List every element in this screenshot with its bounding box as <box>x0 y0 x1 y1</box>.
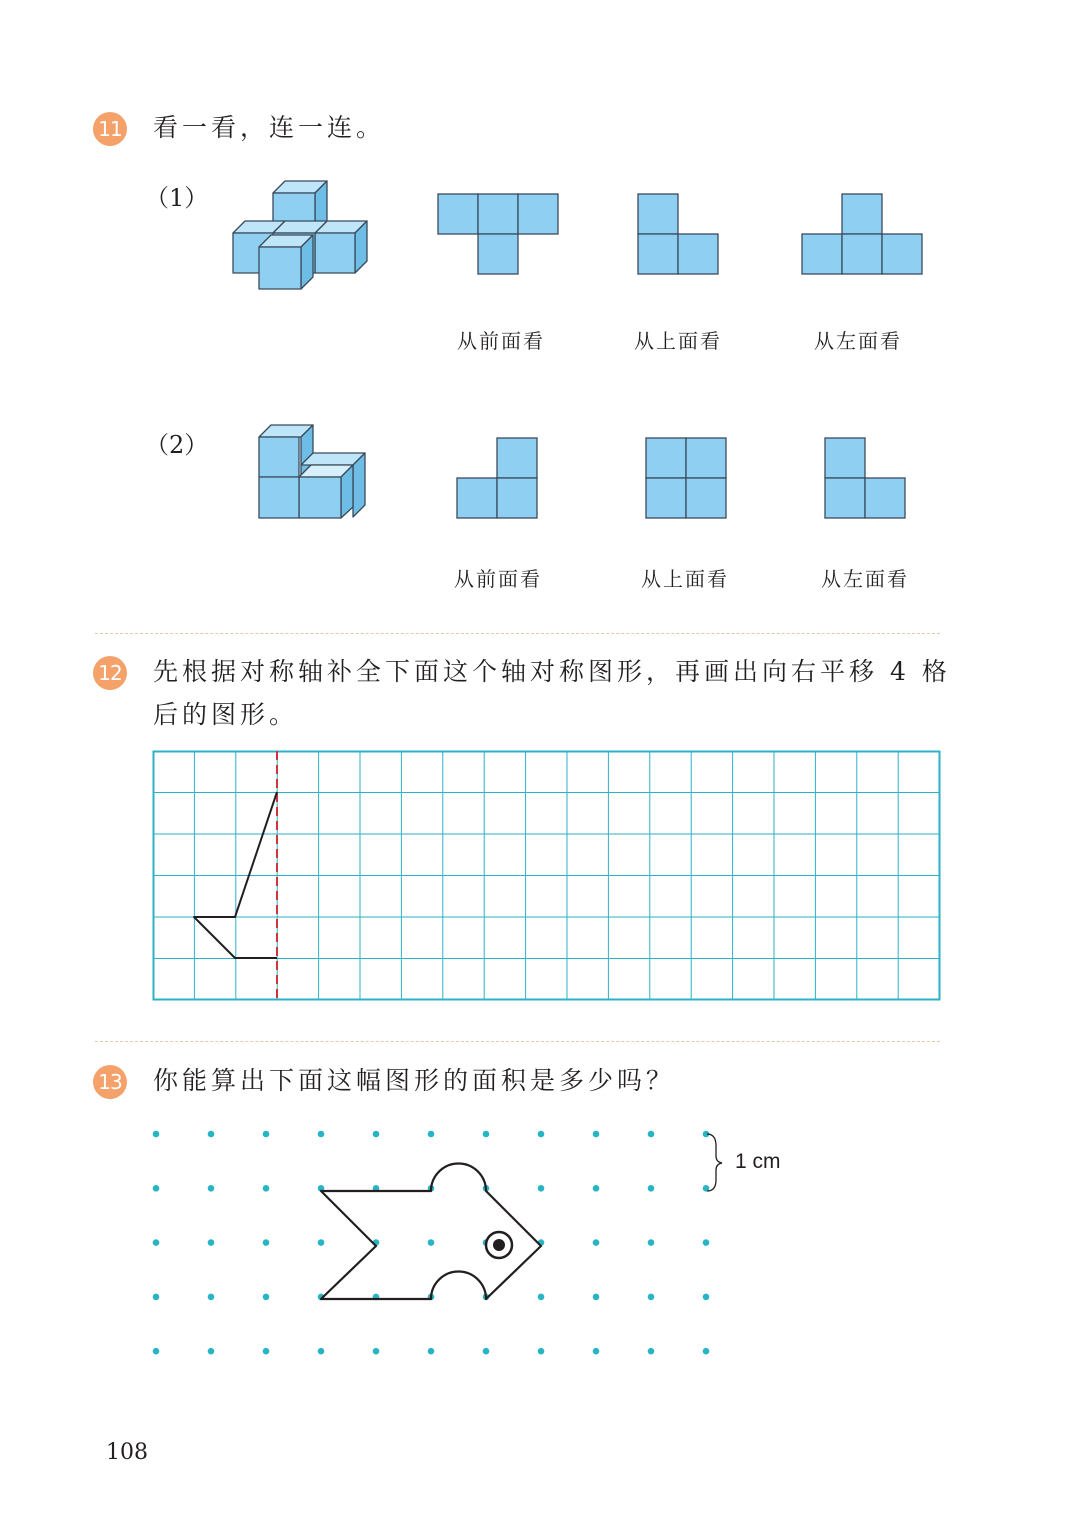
grid-dot <box>428 1131 435 1138</box>
grid-dot <box>483 1348 490 1355</box>
question-11-prompt: 看一看，连一连。 <box>153 113 386 142</box>
grid-dot <box>428 1239 435 1246</box>
grid-dot <box>263 1294 270 1301</box>
area-figure <box>321 1164 541 1300</box>
grid-dot <box>373 1131 380 1138</box>
eye-icon <box>486 1232 512 1258</box>
grid-dot <box>593 1185 600 1192</box>
grid-dot <box>208 1239 215 1246</box>
unit-label: 1 cm <box>735 1150 781 1173</box>
grid-dot <box>648 1294 655 1301</box>
grid-dot <box>483 1131 490 1138</box>
grid-dot <box>208 1185 215 1192</box>
grid-dot <box>263 1348 270 1355</box>
grid-dot <box>593 1131 600 1138</box>
grid-dot <box>593 1294 600 1301</box>
part-1-label: （1） <box>145 184 209 212</box>
part-1-caption-left: 从左面看 <box>814 329 902 353</box>
grid-dot <box>703 1348 710 1355</box>
part-2-caption-left: 从左面看 <box>821 567 909 591</box>
grid-dot <box>703 1239 710 1246</box>
question-13-prompt: 你能算出下面这幅图形的面积是多少吗？ <box>153 1066 676 1095</box>
question-13-badge: 13 <box>93 1065 127 1099</box>
grid-dot <box>538 1185 545 1192</box>
part-2-caption-front: 从前面看 <box>454 567 542 591</box>
grid-dot <box>153 1185 160 1192</box>
grid-dot <box>153 1294 160 1301</box>
grid-dot <box>153 1348 160 1355</box>
page-number: 108 <box>106 1440 148 1465</box>
grid-dot <box>318 1239 325 1246</box>
question-12-badge: 12 <box>93 656 127 690</box>
part-1-caption-top: 从上面看 <box>634 329 722 353</box>
grid-dot <box>648 1348 655 1355</box>
part-2-label: （2） <box>145 431 209 459</box>
grid-dot <box>318 1131 325 1138</box>
grid-dot <box>648 1185 655 1192</box>
part-2-caption-top: 从上面看 <box>641 567 729 591</box>
unit-brace <box>707 1134 722 1191</box>
grid-dot <box>703 1294 710 1301</box>
grid-dot <box>373 1348 380 1355</box>
grid-dot <box>593 1348 600 1355</box>
grid-dot <box>208 1294 215 1301</box>
question-12-prompt-line1: 先根据对称轴补全下面这个轴对称图形，再画出向右平移 4 格 <box>153 657 951 686</box>
grid-dot <box>208 1348 215 1355</box>
grid-dot <box>153 1131 160 1138</box>
grid-dot <box>538 1294 545 1301</box>
grid-dot <box>593 1239 600 1246</box>
part-1-caption-front: 从前面看 <box>457 329 545 353</box>
grid-dot <box>648 1131 655 1138</box>
grid-dot <box>538 1348 545 1355</box>
grid-dot <box>263 1185 270 1192</box>
question-12-prompt-line2: 后的图形。 <box>153 700 299 729</box>
grid-dot <box>648 1239 655 1246</box>
grid-dot <box>318 1348 325 1355</box>
grid-dot <box>538 1131 545 1138</box>
grid-dot <box>208 1131 215 1138</box>
grid-dot <box>153 1239 160 1246</box>
grid-dot <box>263 1131 270 1138</box>
grid-dot <box>428 1348 435 1355</box>
question-11-badge: 11 <box>93 112 127 146</box>
grid-dot <box>263 1239 270 1246</box>
